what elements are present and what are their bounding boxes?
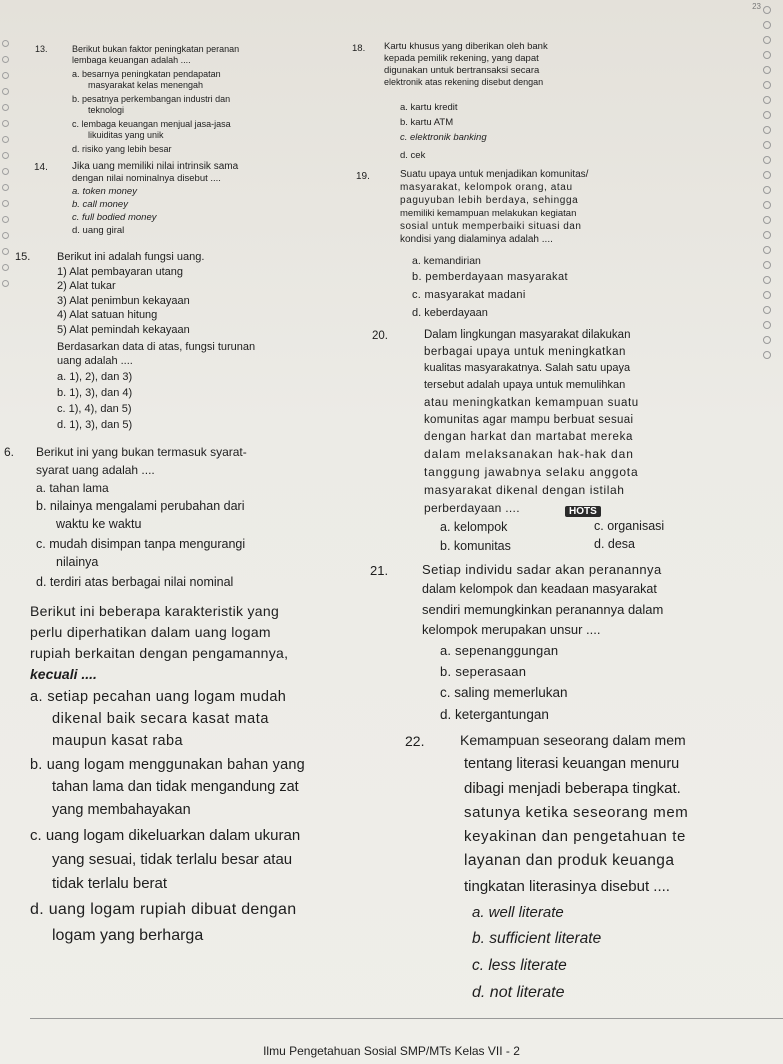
question-stem-line: Berikut ini adalah fungsi uang.: [57, 251, 205, 263]
option-a[interactable]: a. kelompok: [440, 520, 508, 534]
question-stem-line: Berdasarkan data di atas, fungsi turunan: [57, 341, 256, 353]
question-stem-line: tentang literasi keuangan menuru: [464, 756, 680, 772]
question-number: 22.: [405, 733, 425, 749]
question-stem-line: paguyuban lebih berdaya, sehingga: [400, 195, 579, 206]
question-stem-line: Berikut ini beberapa karakteristik yang: [30, 603, 280, 619]
question-stem-line: satunya ketika seseorang mem: [464, 804, 689, 821]
question-stem-line: kondisi yang dialaminya adalah ....: [400, 234, 553, 245]
option-c[interactable]: c. saling memerlukan: [440, 685, 568, 700]
option-b-cont: teknologi: [88, 105, 125, 115]
question-number: 21.: [370, 563, 389, 578]
option-d[interactable]: d. 1), 3), dan 5): [57, 419, 133, 431]
option-a[interactable]: a. tahan lama: [36, 481, 109, 495]
option-d[interactable]: d. not literate: [472, 984, 565, 1001]
question-stem-line: dengan nilai nominalnya disebut ....: [72, 173, 221, 184]
option-a[interactable]: a. 1), 2), dan 3): [57, 371, 133, 383]
question-stem-line: uang adalah ....: [57, 355, 133, 367]
question-stem-line: dalam melaksanakan hak-hak dan: [424, 447, 634, 461]
question-stem-line: kecuali ....: [30, 666, 97, 682]
question-stem-line: sosial untuk memperbaiki situasi dan: [400, 221, 582, 232]
option-c[interactable]: c. lembaga keuangan menjual jasa-jasa: [72, 119, 231, 129]
option-a-cont: masyarakat kelas menengah: [88, 80, 204, 90]
question-stem-line: dalam kelompok dan keadaan masyarakat: [422, 582, 657, 596]
question-number: 15.: [15, 251, 31, 263]
option-d[interactable]: d. ketergantungan: [440, 707, 549, 722]
option-d[interactable]: d. terdiri atas berbagai nilai nominal: [36, 575, 234, 589]
option-b[interactable]: b. kartu ATM: [400, 117, 454, 128]
option-c[interactable]: c. mudah disimpan tanpa mengurangi: [36, 537, 246, 551]
option-c[interactable]: c. full bodied money: [72, 212, 157, 223]
question-stem-line: Kartu khusus yang diberikan oleh bank: [384, 41, 548, 52]
question-stem-line: elektronik atas rekening disebut dengan: [384, 77, 544, 87]
question-stem-line: dibagi menjadi beberapa tingkat.: [464, 780, 681, 797]
option-b[interactable]: b. uang logam menggunakan bahan yang: [30, 757, 305, 773]
question-stem-line: masyarakat dikenal dengan istilah: [424, 483, 625, 497]
list-item: 4) Alat satuan hitung: [57, 309, 158, 321]
question-stem-line: kepada pemilik rekening, yang dapat: [384, 53, 539, 64]
question-stem-line: Berikut ini yang bukan termasuk syarat-: [36, 445, 247, 459]
option-c-cont: likuiditas yang unik: [88, 130, 164, 140]
question-stem-line: Jika uang memiliki nilai intrinsik sama: [72, 161, 239, 172]
question-stem-line: masyarakat, kelompok orang, atau: [400, 182, 573, 193]
option-a-cont: dikenal baik secara kasat mata: [52, 711, 270, 727]
option-c[interactable]: c. organisasi: [594, 519, 665, 533]
question-stem-line: syarat uang adalah ....: [36, 463, 155, 477]
question-number: 18.: [352, 43, 366, 54]
option-b[interactable]: b. seperasaan: [440, 664, 527, 679]
question-number: 19.: [356, 171, 370, 182]
question-stem-line: tingkatan literasinya disebut ....: [464, 878, 670, 895]
option-d[interactable]: d. uang giral: [72, 225, 125, 236]
option-c[interactable]: c. masyarakat madani: [412, 289, 526, 301]
option-a[interactable]: a. setiap pecahan uang logam mudah: [30, 689, 287, 705]
option-d[interactable]: d. uang logam rupiah dibuat dengan: [30, 901, 297, 918]
question-stem-line: lembaga keuangan adalah ....: [72, 55, 191, 65]
question-number: 6.: [4, 445, 15, 459]
option-d[interactable]: d. cek: [400, 150, 426, 161]
list-item: 3) Alat penimbun kekayaan: [57, 295, 190, 307]
question-stem-line: Setiap individu sadar akan peranannya: [422, 562, 662, 577]
question-stem-line: sendiri memungkinkan peranannya dalam: [422, 602, 664, 617]
option-d[interactable]: d. keberdayaan: [412, 307, 488, 319]
question-stem-line: digunakan untuk bertransaksi secara: [384, 65, 540, 76]
question-stem-line: komunitas agar mampu berbuat sesuai: [424, 414, 634, 426]
option-d[interactable]: d. desa: [594, 537, 636, 551]
question-stem-line: keyakinan dan pengetahuan te: [464, 828, 686, 845]
option-c-cont: tidak terlalu berat: [52, 875, 168, 892]
option-d-cont: logam yang berharga: [52, 927, 204, 944]
footer-divider: [30, 1018, 783, 1019]
option-b-cont: waktu ke waktu: [56, 517, 142, 531]
question-stem-line: Kemampuan seseorang dalam mem: [460, 732, 686, 748]
question-stem-line: perberdayaan ....: [424, 501, 520, 515]
option-a[interactable]: a. token money: [72, 186, 137, 197]
list-item: 1) Alat pembayaran utang: [57, 266, 183, 278]
option-a[interactable]: a. besarnya peningkatan pendapatan: [72, 69, 221, 79]
option-c[interactable]: c. elektronik banking: [400, 132, 487, 143]
option-a[interactable]: a. well literate: [472, 904, 564, 921]
question-stem-line: memiliki kemampuan melakukan kegiatan: [400, 208, 577, 219]
option-a-cont: maupun kasat raba: [52, 733, 183, 749]
question-stem-line: atau meningkatkan kemampuan suatu: [424, 397, 639, 409]
option-b[interactable]: b. sufficient literate: [472, 930, 602, 947]
list-item: 2) Alat tukar: [57, 280, 116, 292]
option-b[interactable]: b. pesatnya perkembangan industri dan: [72, 94, 231, 104]
question-stem-line: rupiah berkaitan dengan pengamannya,: [30, 645, 289, 661]
question-stem-line: kualitas masyarakatnya. Salah satu upaya: [424, 362, 631, 374]
option-a[interactable]: a. sepenanggungan: [440, 643, 559, 658]
question-stem-line: layanan dan produk keuanga: [464, 852, 675, 869]
option-c-cont: nilainya: [56, 555, 99, 569]
option-b-cont: yang membahayakan: [52, 802, 191, 818]
question-stem-line: kelompok merupakan unsur ....: [422, 622, 601, 637]
question-number: 14.: [34, 162, 48, 173]
page-number: 23: [752, 2, 761, 11]
option-b[interactable]: b. komunitas: [440, 539, 511, 553]
question-stem-line: dengan harkat dan martabat mereka: [424, 431, 634, 443]
question-stem-line: tanggung jawabnya selaku anggota: [424, 465, 639, 479]
right-binding-rings: [751, 0, 779, 360]
option-b[interactable]: b. 1), 3), dan 4): [57, 387, 133, 399]
option-b[interactable]: b. pemberdayaan masyarakat: [412, 271, 568, 283]
question-stem-line: berbagai upaya untuk meningkatkan: [424, 346, 626, 358]
question-stem-line: perlu diperhatikan dalam uang logam: [30, 624, 271, 640]
option-b[interactable]: b. call money: [72, 199, 128, 210]
question-number: 20.: [372, 330, 388, 342]
list-item: 5) Alat pemindah kekayaan: [57, 324, 190, 336]
question-stem-line: Dalam lingkungan masyarakat dilakukan: [424, 329, 631, 341]
option-c[interactable]: c. less literate: [472, 957, 567, 974]
option-c[interactable]: c. 1), 4), dan 5): [57, 403, 132, 415]
option-c[interactable]: c. uang logam dikeluarkan dalam ukuran: [30, 827, 301, 844]
question-number: 13.: [35, 44, 48, 54]
option-b[interactable]: b. nilainya mengalami perubahan dari: [36, 499, 245, 513]
option-a[interactable]: a. kartu kredit: [400, 102, 458, 113]
hots-badge: HOTS: [565, 502, 601, 519]
question-stem-line: Berikut bukan faktor peningkatan peranan: [72, 44, 240, 54]
question-stem-line: tersebut adalah upaya untuk memulihkan: [424, 379, 626, 391]
option-c-cont: yang sesuai, tidak terlalu besar atau: [52, 851, 293, 868]
left-binding-rings: [2, 40, 12, 296]
page-footer: Ilmu Pengetahuan Sosial SMP/MTs Kelas VII - 2: [263, 1044, 520, 1058]
option-a[interactable]: a. kemandirian: [412, 255, 481, 267]
option-b-cont: tahan lama dan tidak mengandung zat: [52, 779, 299, 795]
question-stem-line: Suatu upaya untuk menjadikan komunitas/: [400, 169, 589, 180]
option-d[interactable]: d. risiko yang lebih besar: [72, 144, 172, 154]
